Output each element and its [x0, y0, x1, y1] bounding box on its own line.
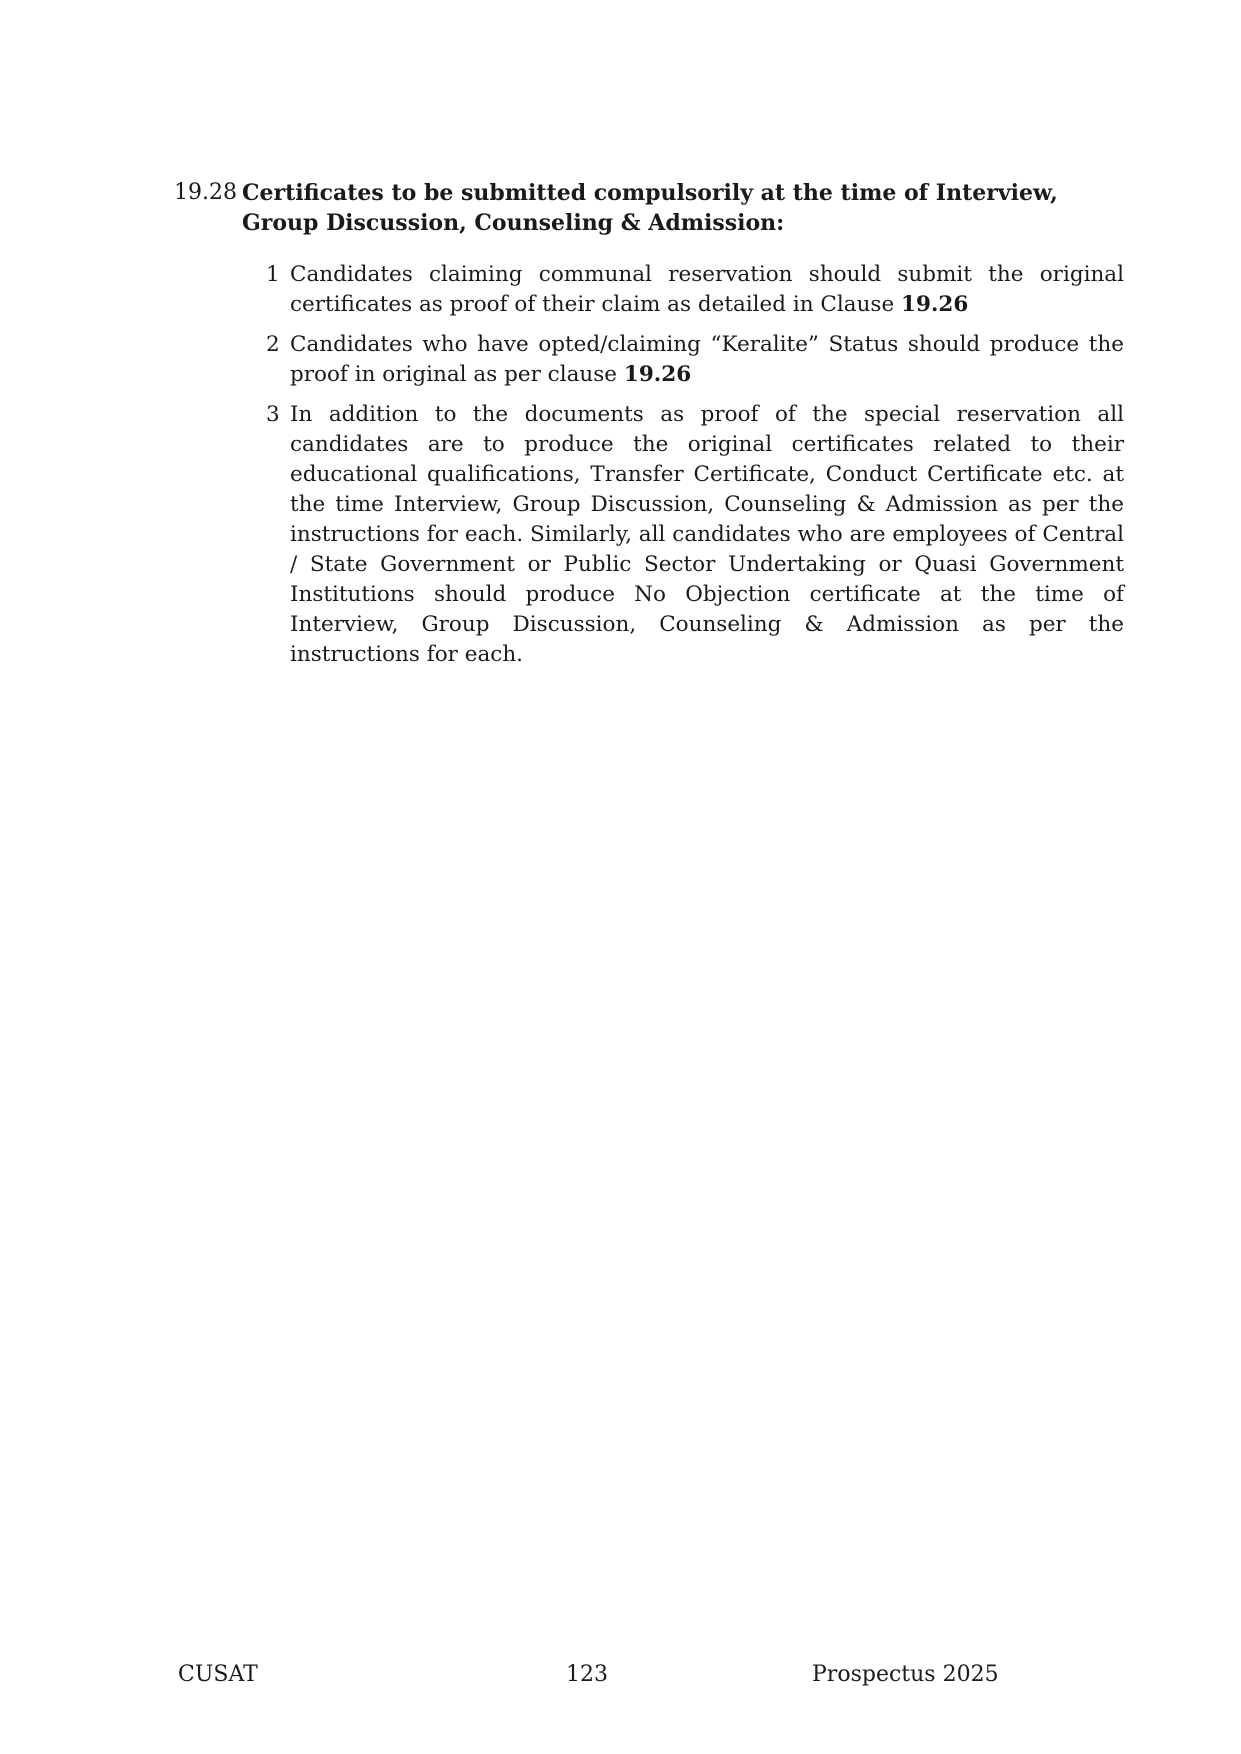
list-item-number: 2	[266, 332, 280, 357]
list-item-number: 3	[266, 402, 280, 427]
footer-document-title: Prospectus 2025	[812, 1662, 999, 1687]
clause-reference: 19.26	[623, 362, 692, 387]
list-item	[266, 330, 1124, 390]
footer-institution: CUSAT	[178, 1662, 258, 1687]
page-number: 123	[566, 1662, 608, 1687]
section-19-28	[174, 178, 1124, 680]
section-number: 19.28	[174, 180, 237, 205]
list-item-number: 1	[266, 262, 280, 287]
list-item-body: Candidates claiming communal reservation should submit the original certificates as proof of their claim as detailed in Clause	[290, 262, 1124, 317]
clause-reference: 19.26	[901, 292, 969, 317]
section-title: Certificates to be submitted compulsorily at the time of Interview, Group Discussion, Counseling & Admission:	[242, 180, 1058, 236]
list-item-body: In addition to the documents as proof of the special reservation all candidates are to produce the original certificates related to their educational qualifications, Transfer Certificate, Conduct Certificate etc. at the time Interview, Group Discussion, Counseling & Admission as per the instructions for each. Similarly, all candidates who are employees of Central / State Government or Public Sector Undertaking or Quasi Government Institutions should produce No Objection certificate at the time of Interview, Group Discussion, Counseling & Admission as per the instructions for each.	[290, 402, 1124, 667]
list-item	[266, 260, 1124, 320]
list-item-text	[290, 260, 1124, 320]
list-item	[266, 400, 1124, 670]
list-item-text	[290, 400, 1124, 670]
list-item-body: Candidates who have opted/claiming “Keralite” Status should produce the proof in original as per clause	[290, 332, 1124, 387]
list-item-text	[290, 330, 1124, 390]
section-heading	[174, 178, 1124, 238]
certificate-list	[266, 260, 1124, 670]
